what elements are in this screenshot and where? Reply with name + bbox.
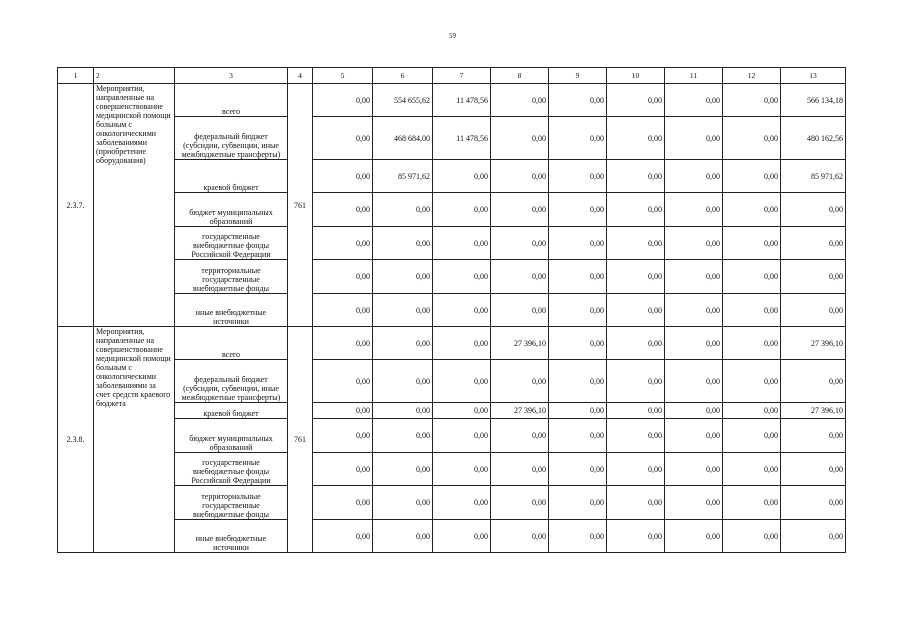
amount-cell: 0,00 — [723, 327, 781, 360]
amount-cell: 0,00 — [665, 419, 723, 453]
amount-cell: 0,00 — [665, 327, 723, 360]
amount-cell: 0,00 — [433, 520, 491, 553]
amount-cell: 0,00 — [723, 227, 781, 260]
amount-cell: 0,00 — [433, 453, 491, 486]
funding-source: краевой бюджет — [175, 403, 288, 419]
table-row — [58, 160, 846, 193]
amount-cell: 0,00 — [665, 117, 723, 160]
amount-cell: 0,00 — [373, 260, 433, 294]
table-row — [58, 520, 846, 553]
table-row — [58, 227, 846, 260]
funding-source: федеральный бюджет (субсидии, субвенции, иные межбюджетные трансферты) — [175, 360, 288, 403]
header-cell: 10 — [607, 68, 665, 84]
amount-cell: 0,00 — [781, 294, 846, 327]
amount-cell: 0,00 — [549, 260, 607, 294]
header-cell: 3 — [175, 68, 288, 84]
amount-cell: 0,00 — [373, 360, 433, 403]
funding-source: государственные внебюджетные фонды Российской Федерации — [175, 227, 288, 260]
amount-cell: 0,00 — [373, 419, 433, 453]
table-row — [58, 327, 846, 360]
amount-cell: 0,00 — [665, 520, 723, 553]
amount-cell: 0,00 — [491, 520, 549, 553]
header-cell: 11 — [665, 68, 723, 84]
header-cell: 13 — [781, 68, 846, 84]
header-cell: 1 — [58, 68, 94, 84]
amount-cell: 27 396,10 — [781, 403, 846, 419]
amount-cell: 0,00 — [723, 453, 781, 486]
amount-cell: 0,00 — [313, 453, 373, 486]
amount-cell: 85 971,62 — [781, 160, 846, 193]
amount-cell: 0,00 — [549, 193, 607, 227]
amount-cell: 0,00 — [491, 453, 549, 486]
funding-source: территориальные государственные внебюджетные фонды — [175, 260, 288, 294]
amount-cell: 0,00 — [549, 403, 607, 419]
amount-cell: 0,00 — [549, 520, 607, 553]
amount-cell: 0,00 — [781, 486, 846, 520]
amount-cell: 0,00 — [491, 486, 549, 520]
amount-cell: 0,00 — [665, 403, 723, 419]
amount-cell: 0,00 — [549, 84, 607, 117]
amount-cell: 0,00 — [781, 360, 846, 403]
amount-cell: 0,00 — [723, 160, 781, 193]
table-row — [58, 486, 846, 520]
amount-cell: 0,00 — [607, 294, 665, 327]
amount-cell: 0,00 — [433, 360, 491, 403]
amount-cell: 0,00 — [607, 260, 665, 294]
amount-cell: 0,00 — [313, 403, 373, 419]
table-row — [58, 419, 846, 453]
amount-cell: 0,00 — [723, 403, 781, 419]
amount-cell: 0,00 — [781, 520, 846, 553]
amount-cell: 0,00 — [313, 419, 373, 453]
funding-source: бюджет муниципальных образований — [175, 193, 288, 227]
amount-cell: 0,00 — [665, 294, 723, 327]
header-cell: 7 — [433, 68, 491, 84]
funding-source: федеральный бюджет (субсидии, субвенции, иные межбюджетные трансферты) — [175, 117, 288, 160]
header-cell: 9 — [549, 68, 607, 84]
amount-cell: 0,00 — [313, 160, 373, 193]
amount-cell: 0,00 — [723, 360, 781, 403]
amount-cell: 0,00 — [607, 360, 665, 403]
grbs-code: 761 — [288, 84, 313, 327]
amount-cell: 0,00 — [433, 403, 491, 419]
table-row — [58, 117, 846, 160]
amount-cell: 0,00 — [313, 327, 373, 360]
amount-cell: 0,00 — [491, 193, 549, 227]
amount-cell: 0,00 — [549, 453, 607, 486]
amount-cell: 0,00 — [313, 360, 373, 403]
amount-cell: 0,00 — [607, 419, 665, 453]
amount-cell: 0,00 — [549, 160, 607, 193]
amount-cell: 0,00 — [607, 327, 665, 360]
amount-cell: 11 478,56 — [433, 84, 491, 117]
amount-cell: 0,00 — [491, 84, 549, 117]
amount-cell: 0,00 — [491, 419, 549, 453]
amount-cell: 0,00 — [491, 294, 549, 327]
amount-cell: 0,00 — [549, 419, 607, 453]
amount-cell: 0,00 — [313, 227, 373, 260]
item-code: 2.3.8. — [58, 327, 94, 553]
amount-cell: 468 684,00 — [373, 117, 433, 160]
amount-cell: 566 134,18 — [781, 84, 846, 117]
amount-cell: 0,00 — [781, 260, 846, 294]
amount-cell: 0,00 — [313, 84, 373, 117]
amount-cell: 0,00 — [433, 486, 491, 520]
amount-cell: 0,00 — [607, 117, 665, 160]
amount-cell: 0,00 — [433, 294, 491, 327]
header-row — [58, 68, 846, 84]
amount-cell: 0,00 — [373, 520, 433, 553]
amount-cell: 0,00 — [607, 193, 665, 227]
amount-cell: 0,00 — [491, 260, 549, 294]
amount-cell: 0,00 — [665, 160, 723, 193]
amount-cell: 0,00 — [373, 403, 433, 419]
item-description: Мероприятия, направленные на совершенствование медицинской помощи больным с онкологическими заболеваниями (приобретение оборудования) — [94, 84, 175, 327]
header-cell: 2 — [94, 68, 175, 84]
amount-cell: 0,00 — [607, 453, 665, 486]
header-cell: 5 — [313, 68, 373, 84]
funding-source: всего — [175, 327, 288, 360]
amount-cell: 0,00 — [433, 327, 491, 360]
amount-cell: 0,00 — [549, 227, 607, 260]
amount-cell: 554 655,62 — [373, 84, 433, 117]
header-cell: 6 — [373, 68, 433, 84]
amount-cell: 0,00 — [433, 160, 491, 193]
amount-cell: 0,00 — [373, 327, 433, 360]
amount-cell: 85 971,62 — [373, 160, 433, 193]
table-row — [58, 84, 846, 117]
amount-cell: 0,00 — [665, 227, 723, 260]
amount-cell: 0,00 — [607, 160, 665, 193]
amount-cell: 0,00 — [665, 84, 723, 117]
header-cell: 12 — [723, 68, 781, 84]
funding-source: бюджет муниципальных образований — [175, 419, 288, 453]
amount-cell: 27 396,10 — [491, 327, 549, 360]
amount-cell: 0,00 — [549, 360, 607, 403]
item-description: Мероприятия, направленные на совершенствование медицинской помощи больным с онкологическими заболеваниями за счет средств краевого бюджета — [94, 327, 175, 553]
amount-cell: 0,00 — [433, 227, 491, 260]
amount-cell: 0,00 — [549, 327, 607, 360]
amount-cell: 0,00 — [313, 260, 373, 294]
amount-cell: 0,00 — [665, 193, 723, 227]
amount-cell: 0,00 — [723, 84, 781, 117]
amount-cell: 0,00 — [723, 486, 781, 520]
amount-cell: 0,00 — [313, 193, 373, 227]
amount-cell: 0,00 — [433, 419, 491, 453]
amount-cell: 0,00 — [665, 260, 723, 294]
funding-source: иные внебюджетные источники — [175, 294, 288, 327]
amount-cell: 0,00 — [549, 486, 607, 520]
amount-cell: 0,00 — [491, 117, 549, 160]
amount-cell: 0,00 — [373, 294, 433, 327]
amount-cell: 480 162,56 — [781, 117, 846, 160]
amount-cell: 0,00 — [549, 294, 607, 327]
funding-source: иные внебюджетные источники — [175, 520, 288, 553]
amount-cell: 0,00 — [723, 117, 781, 160]
amount-cell: 0,00 — [607, 84, 665, 117]
amount-cell: 0,00 — [723, 520, 781, 553]
amount-cell: 11 478,56 — [433, 117, 491, 160]
header-cell: 8 — [491, 68, 549, 84]
amount-cell: 0,00 — [665, 453, 723, 486]
amount-cell: 0,00 — [781, 453, 846, 486]
amount-cell: 0,00 — [781, 227, 846, 260]
amount-cell: 0,00 — [491, 227, 549, 260]
funding-source: территориальные государственные внебюджетные фонды — [175, 486, 288, 520]
table-row — [58, 403, 846, 419]
amount-cell: 0,00 — [313, 294, 373, 327]
item-code: 2.3.7. — [58, 84, 94, 327]
amount-cell: 0,00 — [313, 520, 373, 553]
amount-cell: 0,00 — [781, 193, 846, 227]
table-row — [58, 260, 846, 294]
budget-table — [57, 67, 846, 553]
amount-cell: 0,00 — [723, 260, 781, 294]
amount-cell: 0,00 — [433, 193, 491, 227]
amount-cell: 0,00 — [723, 419, 781, 453]
funding-source: всего — [175, 84, 288, 117]
amount-cell: 0,00 — [723, 294, 781, 327]
amount-cell: 0,00 — [313, 486, 373, 520]
amount-cell: 0,00 — [491, 160, 549, 193]
grbs-code: 761 — [288, 327, 313, 553]
table-row — [58, 193, 846, 227]
amount-cell: 0,00 — [781, 419, 846, 453]
amount-cell: 0,00 — [433, 260, 491, 294]
amount-cell: 0,00 — [313, 117, 373, 160]
amount-cell: 0,00 — [373, 227, 433, 260]
amount-cell: 0,00 — [549, 117, 607, 160]
amount-cell: 0,00 — [607, 520, 665, 553]
amount-cell: 0,00 — [723, 193, 781, 227]
amount-cell: 0,00 — [607, 486, 665, 520]
amount-cell: 0,00 — [491, 360, 549, 403]
table-row — [58, 294, 846, 327]
amount-cell: 0,00 — [607, 403, 665, 419]
amount-cell: 0,00 — [373, 193, 433, 227]
page-number: 59 — [449, 32, 456, 40]
amount-cell: 0,00 — [373, 486, 433, 520]
funding-source: краевой бюджет — [175, 160, 288, 193]
amount-cell: 0,00 — [373, 453, 433, 486]
amount-cell: 0,00 — [607, 227, 665, 260]
amount-cell: 27 396,10 — [491, 403, 549, 419]
table-row — [58, 360, 846, 403]
funding-source: государственные внебюджетные фонды Российской Федерации — [175, 453, 288, 486]
table-row — [58, 453, 846, 486]
amount-cell: 0,00 — [665, 360, 723, 403]
header-cell: 4 — [288, 68, 313, 84]
amount-cell: 27 396,10 — [781, 327, 846, 360]
amount-cell: 0,00 — [665, 486, 723, 520]
